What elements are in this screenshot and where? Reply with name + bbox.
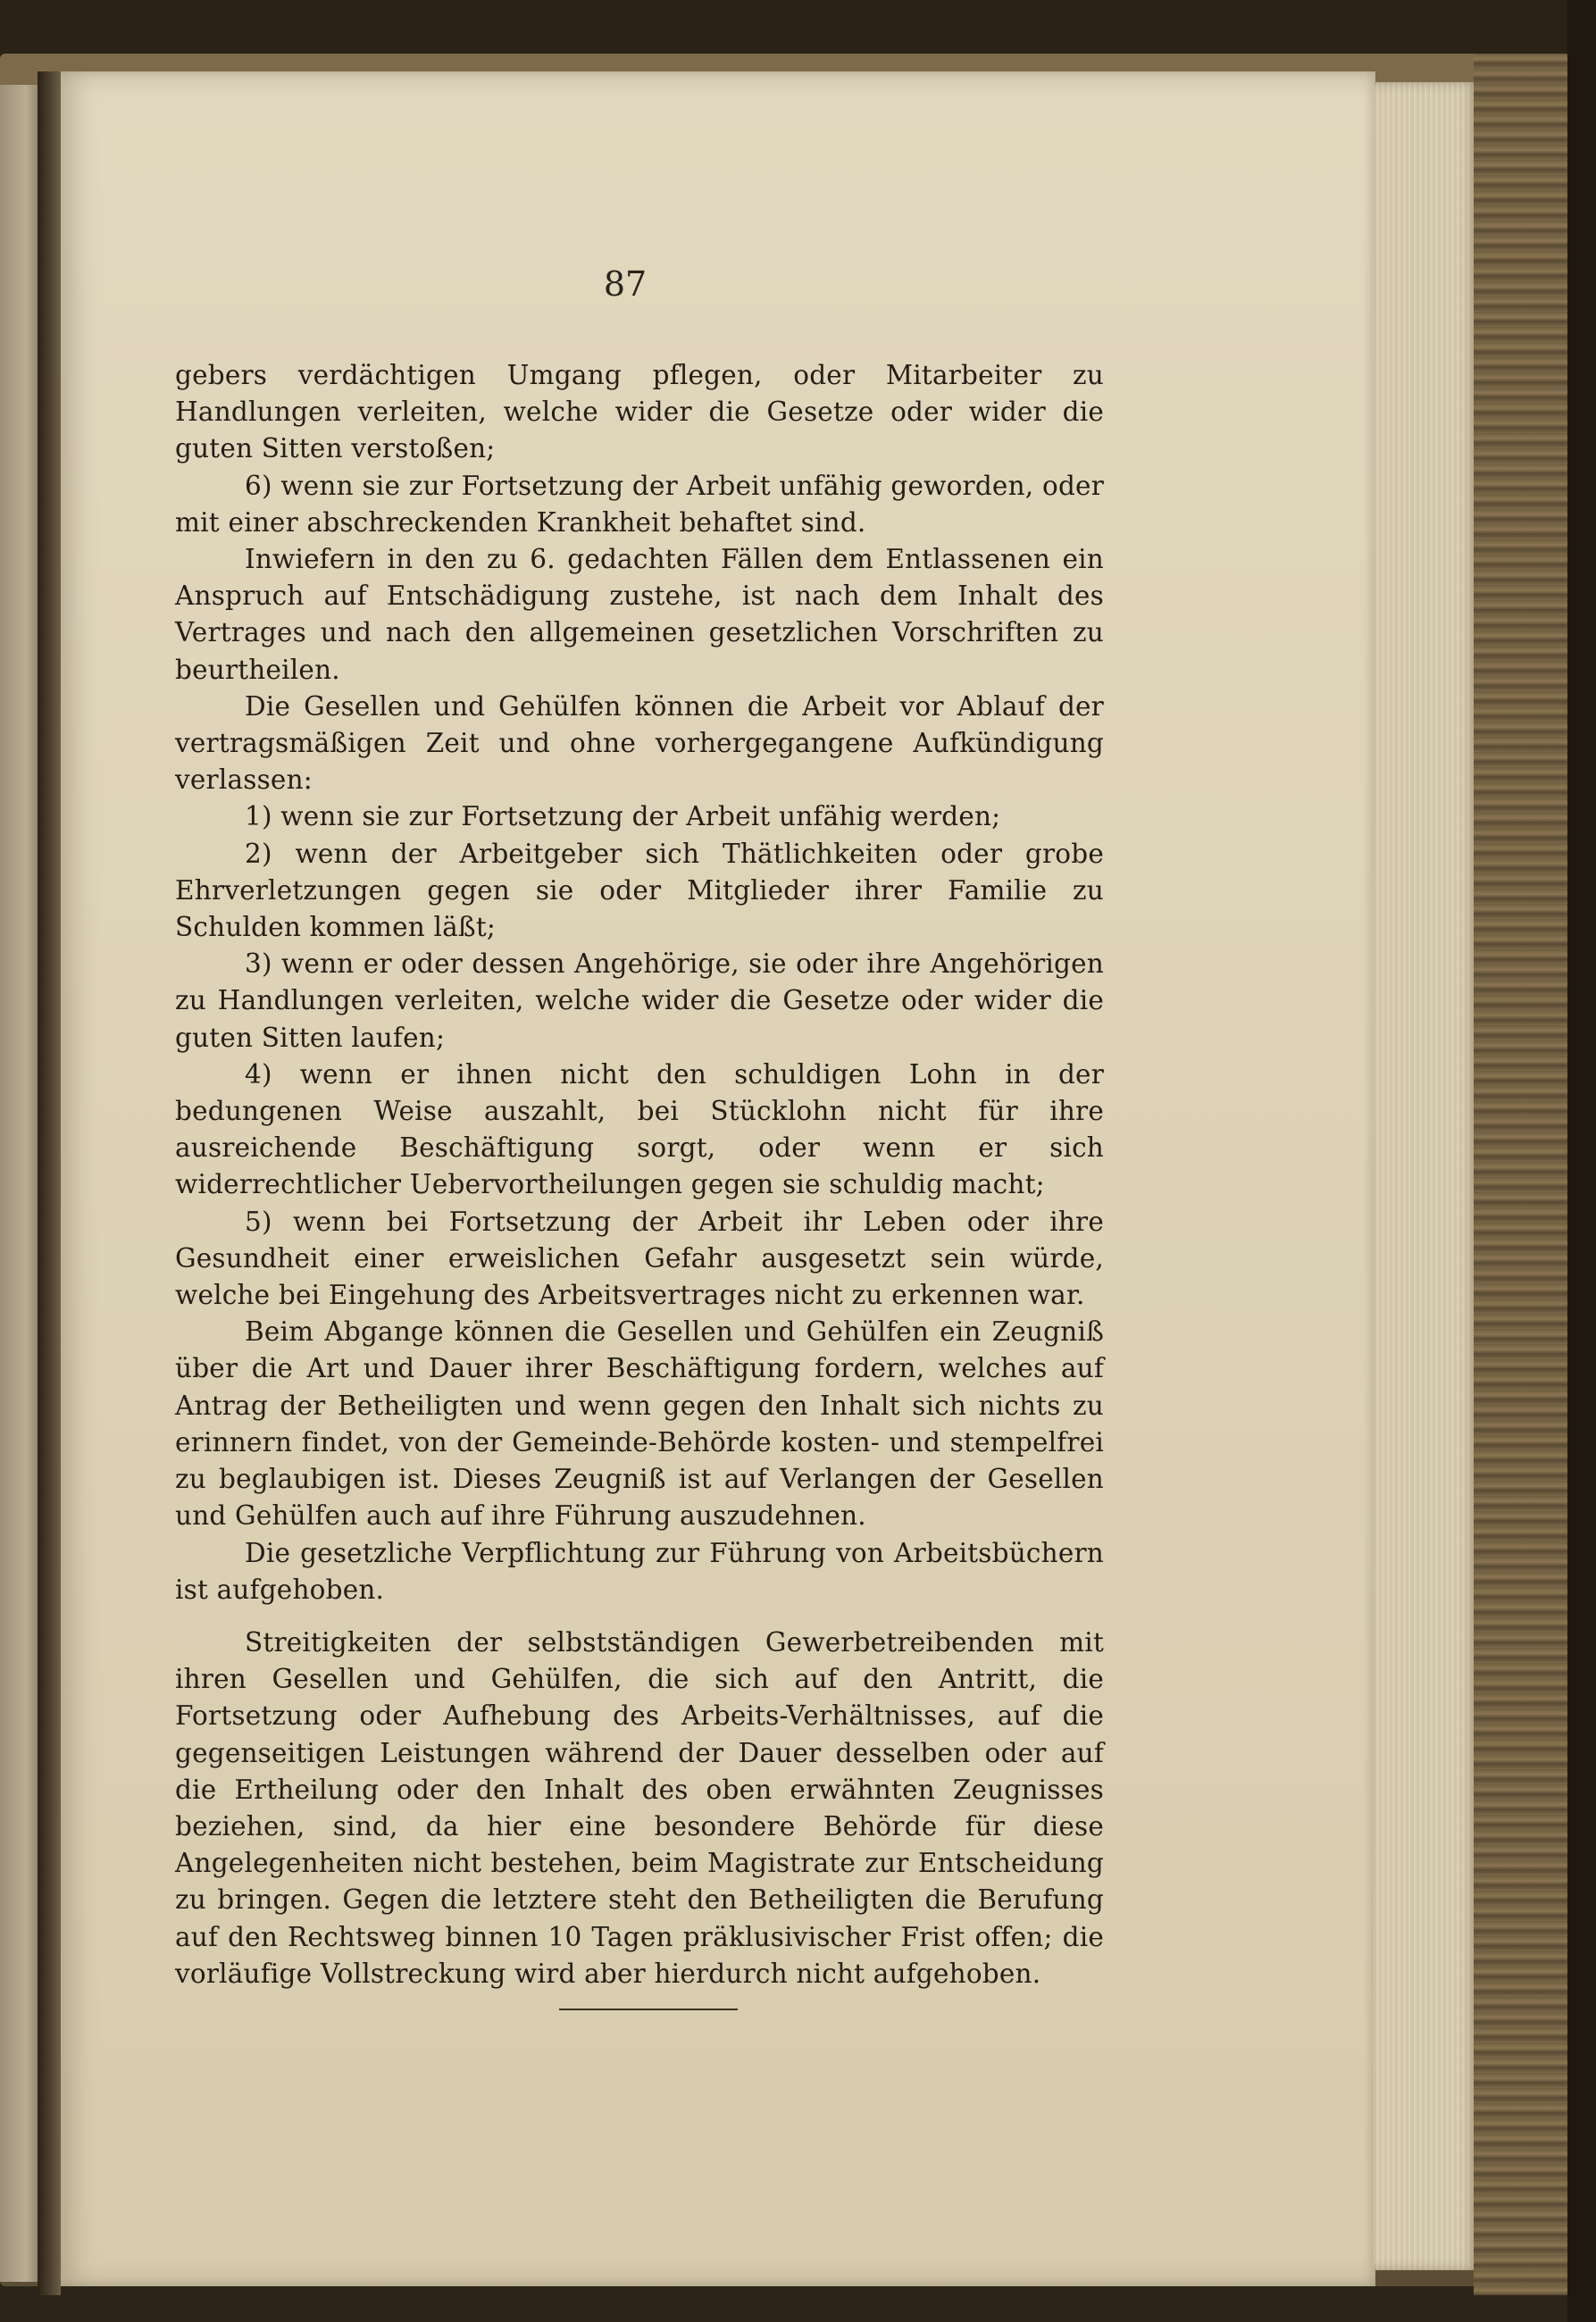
paragraph: 4) wenn er ihnen nicht den schuldigen Lohn in der bedungenen Weise auszahlt, bei Stücklohn nicht für ihre ausreichende Beschäftigung sorgt, oder wenn er sich widerrechtlicher Uebervortheilungen gegen sie schuldig macht; [175,1058,1104,1200]
section-gap [175,1608,1104,1625]
background-top [0,0,1596,55]
page-text [175,357,1104,1992]
left-page-edge [0,85,43,2282]
paragraph: 2) wenn der Arbeitgeber sich Thätlichkeiten oder grobe Ehrverletzungen gegen sie oder Mitglieder ihrer Familie zu Schulden kommen läßt; [175,838,1104,943]
background-right [1567,0,1596,2322]
page-number: 87 [603,264,648,304]
book-gutter [38,71,61,2295]
paragraph: Die Gesellen und Gehülfen können die Arbeit vor Ablauf der vertragsmäßigen Zeit und ohne vorhergegangene Aufkündigung verlassen: [175,690,1104,796]
paragraph: Die gesetzliche Verpflichtung zur Führung von Arbeitsbüchern ist aufgehoben. [175,1537,1104,1605]
paragraph: gebers verdächtigen Umgang pflegen, oder Mitarbeiter zu Handlungen verleiten, welche wider die Gesetze oder wider die guten Sitten verstoßen; [175,360,1104,464]
paragraph: 6) wenn sie zur Fortsetzung der Arbeit unfähig geworden, oder mit einer abschreckenden Krankheit behaftet sind. [175,470,1104,538]
paragraph: Streitigkeiten der selbstständigen Gewerbetreibenden mit ihren Gesellen und Gehülfen, die sich auf den Antritt, die Fortsetzung oder Aufhebung des Arbeits-Verhältnisses, auf die gegenseitigen Leistungen während der Dauer desselben oder auf die Ertheilung oder den Inhalt des oben erwähnten Zeugnisses beziehen, sind, da hier eine besondere Behörde für diese Angelegenheiten nicht bestehen, beim Magistrate zur Entscheidung zu bringen. Gegen die letztere steht den Betheiligten die Berufung auf den Rechtsweg binnen 10 Tagen präklusivischer Frist offen; die vorläufige Vollstreckung wird aber hierdurch nicht aufgehoben. [175,1626,1104,1989]
paragraph: Inwiefern in den zu 6. gedachten Fällen dem Entlassenen ein Anspruch auf Entschädigung zustehe, ist nach dem Inhalt des Vertrages und nach den allgemeinen gesetzlichen Vorschriften zu beurtheilen. [175,544,1104,685]
paragraph: 3) wenn er oder dessen Angehörige, sie oder ihre Angehörigen zu Handlungen verleiten, welche wider die Gesetze oder wider die guten Sitten laufen; [175,948,1104,1053]
book-spine-cloth [1474,54,1572,2295]
page-stack-edges [1374,82,1479,2270]
paragraph: 1) wenn sie zur Fortsetzung der Arbeit unfähig werden; [245,801,1001,832]
paragraph: Beim Abgange können die Gesellen und Gehülfen ein Zeugniß über die Art und Dauer ihrer Beschäftigung fordern, welches auf Antrag der Betheiligten und wenn gegen den Inhalt sich nichts zu erinnern findet, von der Gemeinde-Behörde kosten- und stempelfrei zu beglaubigen ist. Dieses Zeugniß ist auf Verlangen der Gesellen und Gehülfen auch auf ihre Führung auszudehnen. [175,1316,1104,1532]
section-rule [559,2009,738,2010]
paragraph: 5) wenn bei Fortsetzung der Arbeit ihr Leben oder ihre Gesundheit einer erweislichen Gefahr ausgesetzt sein würde, welche bei Eingehung des Arbeitsvertrages nicht zu erkennen war. [175,1206,1104,1311]
